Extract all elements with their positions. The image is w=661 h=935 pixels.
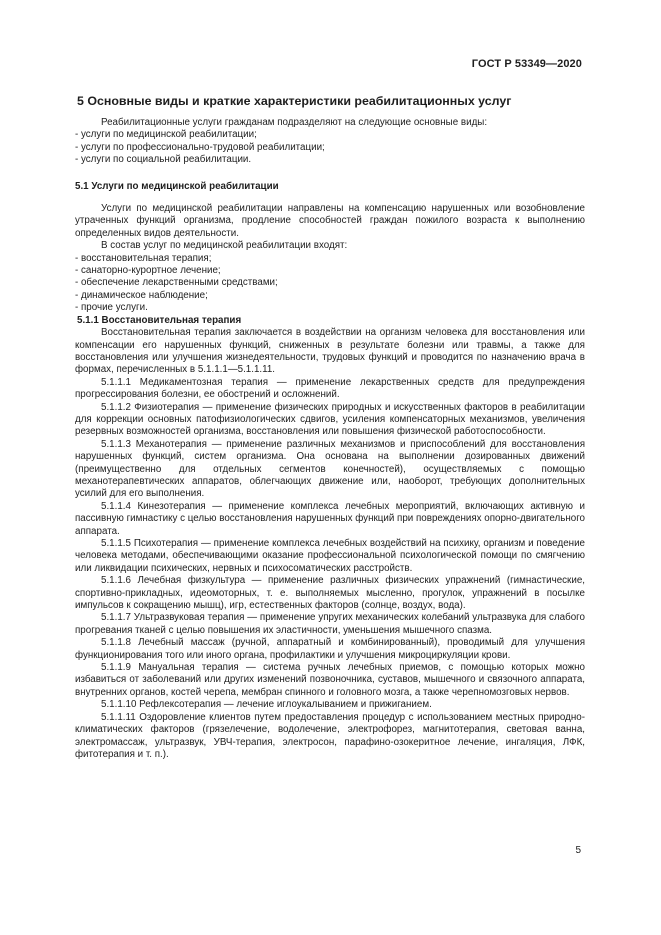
paragraph: Восстановительная терапия заключается в воздействии на организм человека для восстановления или компенсации его нарушенных функций, сниженных в результате болезни или травмы, а также для восстановления или улучшения жизнедеятельности, трудовых функций и проводится по назначению врача в формах, перечисленных в 5.1.1.1—5.1.1.11. <box>75 327 585 376</box>
page-number: 5 <box>575 845 581 856</box>
list-item: - обеспечение лекарственными средствами; <box>75 277 278 289</box>
intro-paragraph: Реабилитационные услуги гражданам подразделяют на следующие основные виды: <box>101 117 488 128</box>
standard-code: ГОСТ Р 53349—2020 <box>471 58 582 70</box>
paragraph: 5.1.1.8 Лечебный массаж (ручной, аппаратный и комбинированный), проводимый для улучшения функционирования того или иного органа, профилактики и улучшения микроциркуляции крови. <box>75 637 585 661</box>
section-title: 5 Основные виды и краткие характеристики реабилитационных услуг <box>77 94 512 108</box>
list-item: - услуги по профессионально-трудовой реабилитации; <box>75 141 325 153</box>
paragraph: 5.1.1.7 Ультразвуковая терапия — применение упругих механических колебаний ультразвука для слабого прогревания тканей с целью повышения их эластичности, уменьшения мышечного спазма. <box>75 612 585 636</box>
list-item: - услуги по медицинской реабилитации; <box>75 129 257 141</box>
list-item: - восстановительная терапия; <box>75 252 212 264</box>
paragraph: 5.1.1.3 Механотерапия — применение различных механизмов и приспособлений для восстановления нарушенных функций, систем организма. Она основана на выполнении дозированных движений (преимущественно для отдельных сегментов конечностей), осуществляемых с помощью механотерапевтических аппаратов, облегчающих движение или, наоборот, требующих дополнительных усилий для его выполнения. <box>75 438 585 500</box>
paragraph: Услуги по медицинской реабилитации направлены на компенсацию нарушенных или возобновление утраченных функций организма, продление способностей граждан пожилого возраста к выполнению определенных видов деятельности. <box>75 203 585 239</box>
subsection-title: 5.1 Услуги по медицинской реабилитации <box>75 180 279 192</box>
paragraph: 5.1.1.2 Физиотерапия — применение физических природных и искусственных факторов в реабилитации для коррекции основных патофизиологических сдвигов, усиления компенсаторных механизмов, увеличения резервных возможностей организма, восстановления или повышения физической работоспособности. <box>75 401 585 438</box>
paragraph: 5.1.1.11 Оздоровление клиентов путем предоставления процедур с использованием местных природно-климатических факторов (грязелечение, водолечение, электрофорез, магнитотерапия, световая ванна, электромассаж, ультразвук, УВЧ-терапия, электросон, парафино-озокеритное лечение, ингаляция, ЛФК, фитотерапия и т. п.). <box>75 711 585 760</box>
paragraph: 5.1.1.5 Психотерапия — применение комплекса лечебных воздействий на психику, организм и поведение человека методами, обеспечивающими оказание профессиональной психологической помощи по смягчению или ликвидации психических, нервных и психосоматических расстройств. <box>75 538 585 574</box>
paragraph: В состав услуг по медицинской реабилитации входят: <box>101 240 348 252</box>
document-body <box>75 117 585 761</box>
list-item: - услуги по социальной реабилитации. <box>75 154 252 166</box>
paragraph: 5.1.1.6 Лечебная физкультура — применение различных физических упражнений (гимнастические, спортивно-прикладных, идеомоторных, т. е. выполняемых мысленно, прогулок, упражнений в посылке импульсов к сокращению мышц), игр, естественных факторов (солнце, воздух, вода). <box>75 575 585 612</box>
list-item: - прочие услуги. <box>75 302 148 314</box>
subsubsection-title: 5.1.1 Восстановительная терапия <box>77 314 242 326</box>
paragraph: 5.1.1.10 Рефлексотерапия — лечение иглоукалыванием и прижиганием. <box>101 699 432 711</box>
paragraph: 5.1.1.1 Медикаментозная терапия — применение лекарственных средств для предупреждения прогрессирования болезни, ее обострений и осложнений. <box>75 376 585 401</box>
paragraph: 5.1.1.9 Мануальная терапия — система ручных лечебных приемов, с помощью которых можно избавиться от заболеваний или других изменений позвоночника, суставов, мышечного и связочного аппарата, внутренних органов, костей черепа, мембран спинного и головного мозга, а также черепномозговых нервов. <box>75 662 585 698</box>
list-item: - динамическое наблюдение; <box>75 289 208 301</box>
list-item: - санаторно-курортное лечение; <box>75 265 221 277</box>
paragraph: 5.1.1.4 Кинезотерапия — применение комплекса лечебных мероприятий, включающих активную и пассивную гимнастику с целью восстановления нарушенных функций при повреждениях опорно-двигательного аппарата. <box>75 500 586 537</box>
